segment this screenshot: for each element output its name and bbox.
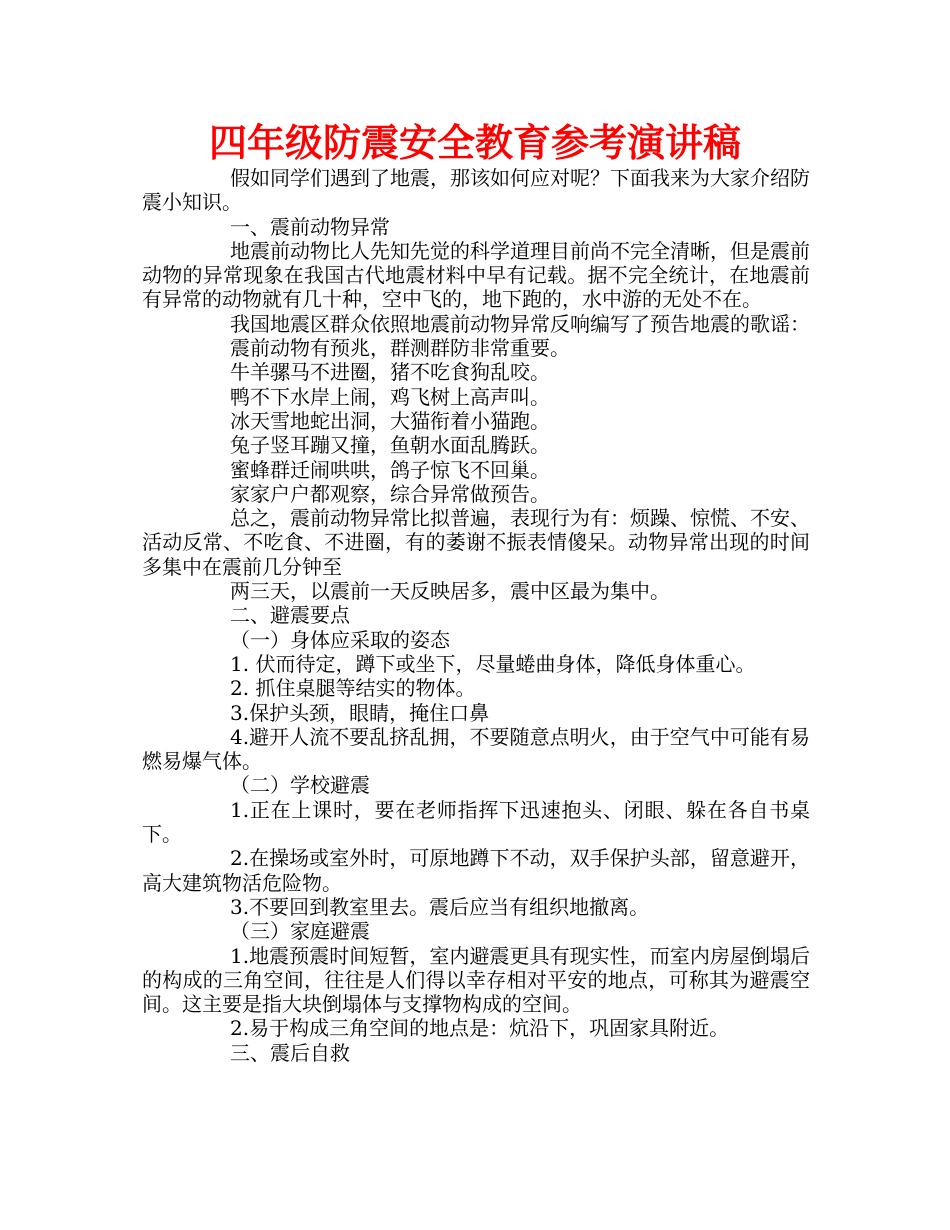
list-item: 2.在操场或室外时，可原地蹲下不动，双手保护头部，留意避开，高大建筑物活危险物。 — [142, 846, 810, 895]
paragraph: 我国地震区群众依照地震前动物异常反响编写了预告地震的歌谣： — [230, 311, 810, 336]
section-heading-3: 三、震后自救 — [230, 1040, 350, 1065]
subsection-heading: （一）身体应采取的姿态 — [230, 627, 450, 652]
rhyme-line: 冰天雪地蛇出洞，大猫衔着小猫跑。 — [230, 408, 550, 433]
list-item: 1.地震预震时间短暂，室内避震更具有现实性，而室内房屋倒塌后的构成的三角空间，往往是人们得以幸存相对平安的地点，可称其为避震空间。这主要是指大块倒塌体与支撑物构成的空间。 — [142, 943, 810, 1017]
document-body — [142, 166, 810, 1065]
list-item: 1. 伏而待定，蹲下或坐下，尽量蜷曲身体，降低身体重心。 — [230, 651, 756, 676]
list-item: 3.不要回到教室里去。震后应当有组织地撤离。 — [230, 894, 650, 919]
paragraph: 两三天，以震前一天反映居多，震中区最为集中。 — [230, 579, 670, 604]
list-item: 2. 抓住桌腿等结实的物体。 — [230, 676, 476, 701]
rhyme-line: 家家户户都观察，综合异常做预告。 — [230, 481, 550, 506]
paragraph-intro: 假如同学们遇到了地震，那该如何应对呢？下面我来为大家介绍防震小知识。 — [142, 166, 810, 215]
rhyme-line: 牛羊骡马不进圈，猪不吃食狗乱咬。 — [230, 360, 550, 385]
document-title: 四年级防震安全教育参考演讲稿 — [208, 121, 741, 165]
rhyme-line: 震前动物有预兆，群测群防非常重要。 — [230, 336, 570, 361]
rhyme-line: 蜜蜂群迁闹哄哄，鸽子惊飞不回巢。 — [230, 457, 550, 482]
subsection-heading: （三）家庭避震 — [230, 919, 370, 944]
list-item: 4.避开人流不要乱挤乱拥，不要随意点明火，由于空气中可能有易燃易爆气体。 — [142, 724, 810, 774]
list-item: 2.易于构成三角空间的地点是：炕沿下，巩固家具附近。 — [230, 1016, 730, 1041]
paragraph: 总之，震前动物异常比拟普遍，表现行为有：烦躁、惊慌、不安、活动反常、不吃食、不进圈，有的萎谢不振表情傻呆。动物异常出现的时间多集中在震前几分钟至 — [142, 506, 810, 579]
rhyme-line: 兔子竖耳蹦又撞，鱼朝水面乱腾跃。 — [230, 433, 550, 458]
list-item: 1.正在上课时，要在老师指挥下迅速抱头、闭眼、躲在各自书桌下。 — [142, 797, 810, 847]
rhyme-line: 鸭不下水岸上闹，鸡飞树上高声叫。 — [230, 384, 550, 409]
section-heading-2: 二、避震要点 — [230, 603, 350, 628]
subsection-heading: （二）学校避震 — [230, 773, 370, 798]
section-heading-1: 一、震前动物异常 — [230, 214, 390, 239]
list-item: 3.保护头颈，眼睛，掩住口鼻 — [230, 700, 490, 725]
paragraph: 地震前动物比人先知先觉的科学道理目前尚不完全清晰，但是震前动物的异常现象在我国古代地震材料中早有记载。据不完全统计，在地震前有异常的动物就有几十种，空中飞的，地下跑的，水中游的无处不在。 — [142, 238, 810, 312]
